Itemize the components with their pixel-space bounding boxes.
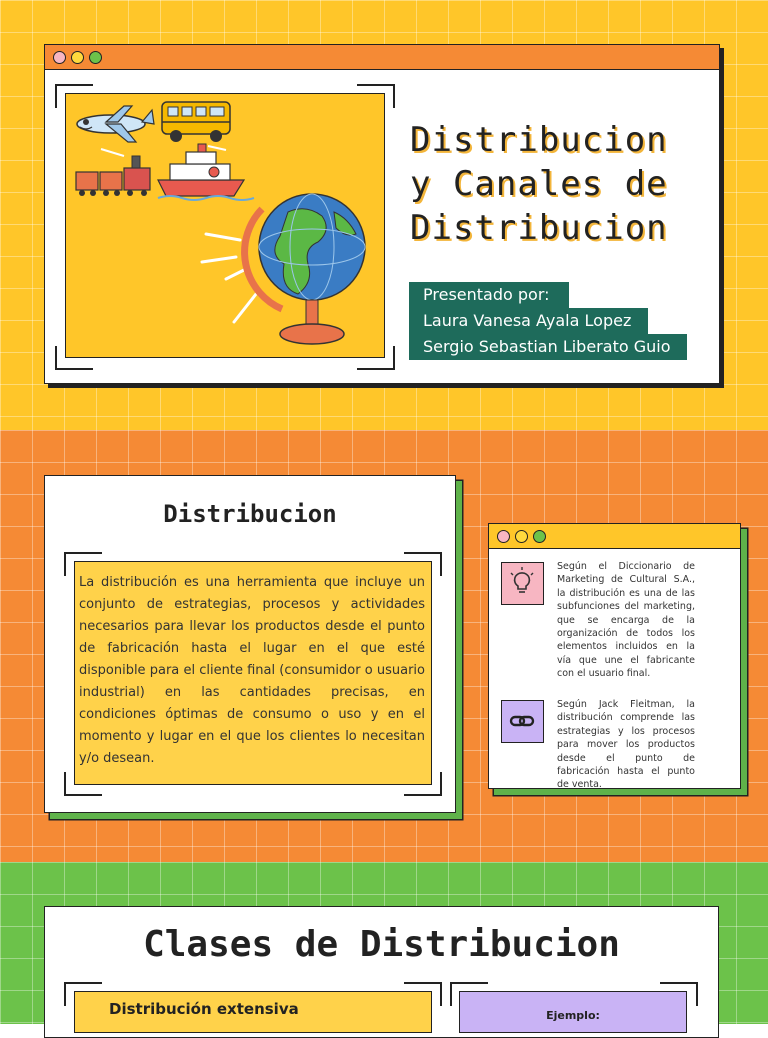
frame-corner — [404, 772, 442, 796]
frame-corner — [357, 346, 395, 370]
frame-corner — [404, 982, 442, 1006]
frame-corner — [64, 772, 102, 796]
window-titlebar — [45, 45, 719, 70]
school-bus-icon — [162, 102, 230, 142]
author-1: Laura Vanesa Ayala Lopez — [409, 308, 648, 334]
frame-corner — [450, 982, 488, 1006]
frame-corner — [357, 84, 395, 108]
window-dot-yellow — [71, 51, 84, 64]
card-extensive-title: Distribución extensiva — [109, 1000, 299, 1018]
train-icon — [76, 156, 150, 196]
frame-corner — [660, 982, 698, 1006]
lightbulb-icon — [501, 562, 544, 605]
window-dot-green — [533, 530, 546, 543]
title-line-2: y Canales de — [410, 164, 668, 204]
title-line-1: Distribucion — [410, 120, 668, 160]
definition-body: La distribución es una herramienta que incluye un conjunto de estrategias, procesos y actividades necesarios para llevar los productos desde el punto de fabricación hasta el lugar en el que esté disponible para el cliente final (consumidor o usuario industrial) en las cantidades precisas, en condiciones óptimas de consumo o uso y en el momento y lugar en el que los clientes lo necesitan y/o desean. — [79, 575, 425, 766]
window-titlebar — [489, 524, 740, 549]
classes-heading: Clases de Distribucion — [143, 924, 620, 965]
airplane-icon — [77, 106, 154, 142]
window-dot-yellow — [515, 530, 528, 543]
source-1-text: Según el Diccionario de Marketing de Cultural S.A., la distribución es una de las subfunciones del marketing, que se encarga de la organización de todos los elementos incluidos en la vía que une el fabricante con el usuario final. — [557, 561, 695, 680]
presented-label: Presentado por: — [409, 282, 569, 308]
author-2: Sergio Sebastian Liberato Guio — [409, 334, 687, 360]
frame-corner — [55, 346, 93, 370]
card-example-title: Ejemplo: — [546, 1009, 600, 1022]
page-title — [410, 118, 668, 250]
globe-icon — [245, 194, 365, 344]
frame-corner — [64, 982, 102, 1006]
ship-icon — [158, 144, 254, 200]
definition-heading: Distribucion — [163, 500, 337, 528]
source-2-text: Según Jack Fleitman, la distribución comprende las estrategias y los procesos para mover los productos desde el punto de fabricación hasta el punto de venta. — [557, 699, 695, 791]
window-dot-green — [89, 51, 102, 64]
frame-corner — [55, 84, 93, 108]
window-dot-pink — [497, 530, 510, 543]
hero-illustration — [65, 93, 385, 358]
window-dot-pink — [53, 51, 66, 64]
title-line-3: Distribucion — [410, 208, 668, 248]
link-icon — [501, 700, 544, 743]
